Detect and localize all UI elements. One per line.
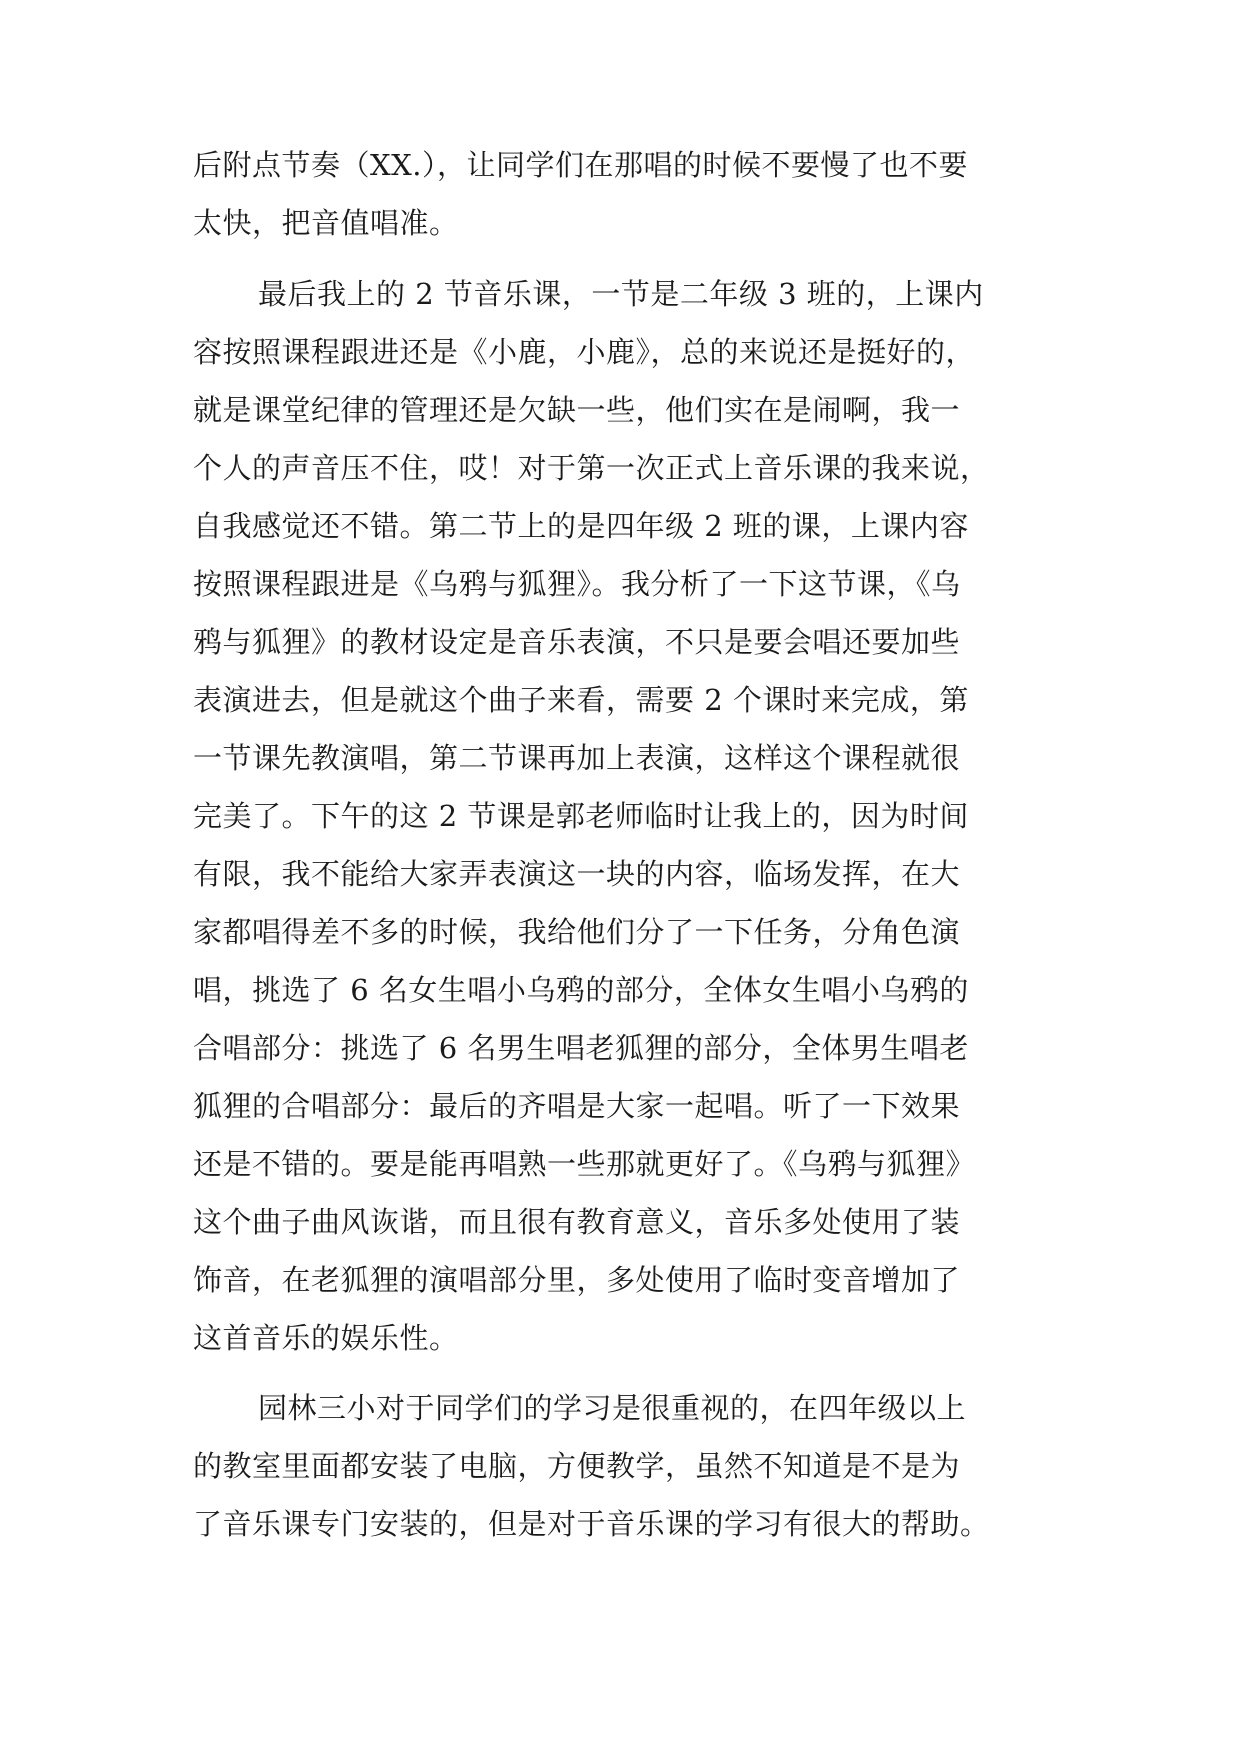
- paragraph-3-line-2: 的教室里面都安装了电脑，方便教学，虽然不知道是不是为: [193, 1449, 961, 1483]
- paragraph-3-line-1: 园林三小对于同学们的学习是很重视的，在四年级以上: [258, 1391, 967, 1425]
- paragraph-2-line-13: 唱，挑选了 6 名女生唱小乌鸦的部分，全体女生唱小乌鸦的: [193, 973, 969, 1007]
- paragraph-2-line-10: 完美了。下午的这 2 节课是郭老师临时让我上的，因为时间: [193, 799, 969, 833]
- paragraph-2-line-11: 有限，我不能给大家弄表演这一块的内容，临场发挥，在大: [193, 857, 961, 891]
- paragraph-2-line-2: 容按照课程跟进还是《小鹿，小鹿》，总的来说还是挺好的，: [193, 335, 976, 369]
- paragraph-2-line-9: 一节课先教演唱，第二节课再加上表演，这样这个课程就很: [193, 741, 961, 775]
- paragraph-1-line-2: 太快，把音值唱准。: [193, 206, 459, 240]
- paragraph-2-line-15: 狐狸的合唱部分：最后的齐唱是大家一起唱。听了一下效果: [193, 1089, 961, 1123]
- paragraph-2-line-19: 这首音乐的娱乐性。: [193, 1321, 459, 1355]
- paragraph-2-line-6: 按照课程跟进是《乌鸦与狐狸》。我分析了一下这节课，《乌: [193, 567, 961, 601]
- paragraph-2-line-8: 表演进去，但是就这个曲子来看，需要 2 个课时来完成，第: [193, 683, 969, 717]
- paragraph-2-line-12: 家都唱得差不多的时候，我给他们分了一下任务，分角色演: [193, 915, 961, 949]
- paragraph-1-line-1: 后附点节奏（XX.），让同学们在那唱的时候不要慢了也不要: [193, 148, 969, 182]
- paragraph-3-line-3: 了音乐课专门安装的，但是对于音乐课的学习有很大的帮助。: [193, 1507, 990, 1541]
- paragraph-2-line-5: 自我感觉还不错。第二节上的是四年级 2 班的课，上课内容: [193, 509, 969, 543]
- paragraph-2-line-4: 个人的声音压不住，哎！对于第一次正式上音乐课的我来说，: [193, 451, 990, 485]
- paragraph-2-line-7: 鸦与狐狸》的教材设定是音乐表演，不只是要会唱还要加些: [193, 625, 961, 659]
- paragraph-2-line-1: 最后我上的 2 节音乐课，一节是二年级 3 班的，上课内: [258, 277, 984, 311]
- paragraph-2-line-3: 就是课堂纪律的管理还是欠缺一些，他们实在是闹啊，我一: [193, 393, 961, 427]
- paragraph-2-line-17: 这个曲子曲风诙谐，而且很有教育意义，音乐多处使用了装: [193, 1205, 961, 1239]
- paragraph-2-line-16: 还是不错的。要是能再唱熟一些那就更好了。《乌鸦与狐狸》: [193, 1147, 976, 1181]
- paragraph-2-line-14: 合唱部分：挑选了 6 名男生唱老狐狸的部分，全体男生唱老: [193, 1031, 969, 1065]
- paragraph-2-line-18: 饰音，在老狐狸的演唱部分里，多处使用了临时变音增加了: [193, 1263, 961, 1297]
